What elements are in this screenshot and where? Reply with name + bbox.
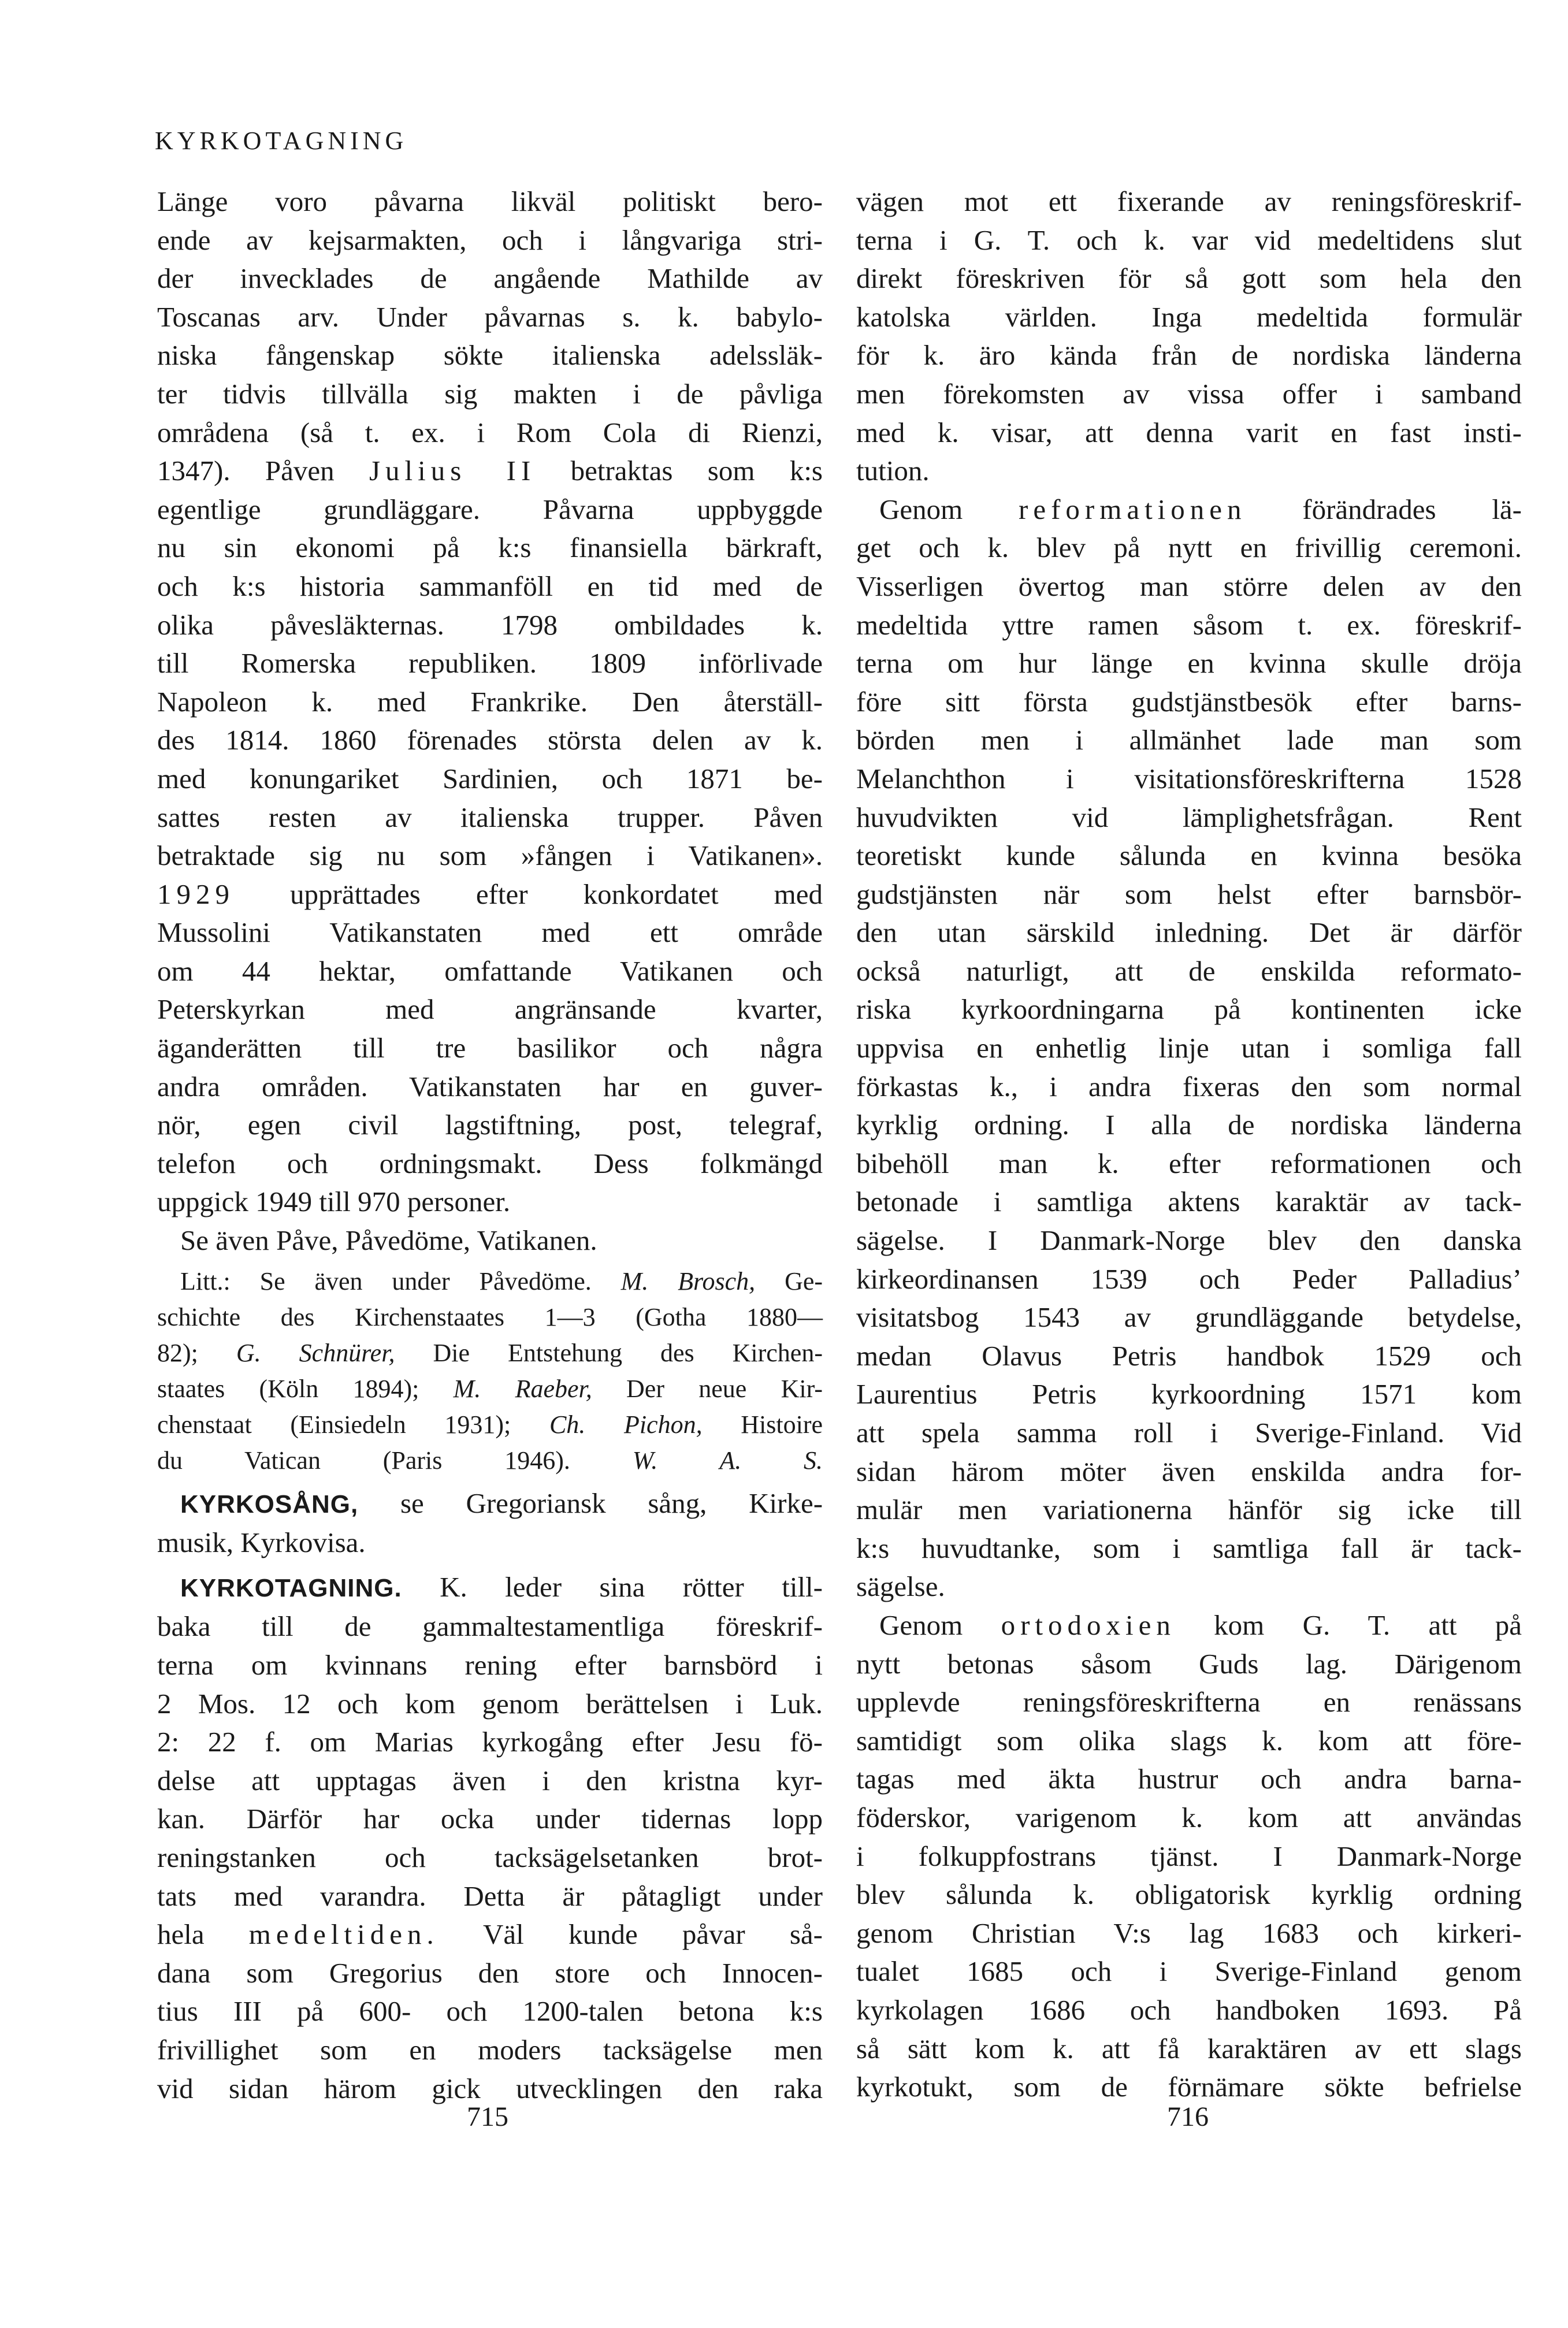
- literature-line: Litt.: Se även under Påvedöme. M. Brosch, Ge-: [180, 1267, 823, 1295]
- text-line: bibehöll man k. efter reformationen och: [856, 1147, 1522, 1179]
- text-line: Melanchthon i visitationsföreskrifterna 1528: [856, 762, 1522, 794]
- text-line: reningstanken och tacksägelsetanken brot-: [157, 1841, 823, 1873]
- text-line: frivillighet som en moders tacksägelse men: [157, 2033, 823, 2066]
- text-line: Genom reformationen förändrades lä-: [879, 493, 1522, 525]
- text-line: med k. visar, att denna varit en fast insti-: [856, 416, 1522, 448]
- text-line: 2 Mos. 12 och kom genom berättelsen i Luk.: [157, 1687, 823, 1720]
- text-line: get och k. blev på nytt en frivillig ceremoni.: [856, 532, 1522, 564]
- text-line: nör, egen civil lagstiftning, post, telegraf,: [157, 1109, 823, 1141]
- text-line: der invecklades de angående Mathilde av: [157, 262, 823, 295]
- headword-kyrkosang: KYRKOSÅNG,: [180, 1490, 359, 1518]
- literature-line: 82); G. Schnürer, Die Entstehung des Kirchen-: [157, 1338, 823, 1367]
- text-line: äganderätten till tre basilikor och några: [157, 1032, 823, 1064]
- see-also-line: Se även Påve, Påvedöme, Vatikanen.: [180, 1224, 597, 1257]
- text-line: nytt betonas såsom Guds lag. Därigenom: [856, 1647, 1522, 1680]
- literature-line: chenstaat (Einsiedeln 1931); Ch. Pichon, Histoire: [157, 1410, 823, 1439]
- text-line: kyrkolagen 1686 och handboken 1693. På: [856, 1993, 1522, 2026]
- text-line: men förekomsten av vissa offer i samband: [856, 377, 1522, 410]
- text-line: tution.: [856, 455, 930, 487]
- text-line: tagas med äkta hustrur och andra barna-: [856, 1763, 1522, 1795]
- text-line: förkastas k., i andra fixeras den som normal: [856, 1070, 1522, 1102]
- text-line: telefon och ordningsmakt. Dess folkmängd: [157, 1147, 823, 1179]
- text-line: i folkuppfostrans tjänst. I Danmark-Norge: [856, 1840, 1522, 1872]
- text-line: den utan särskild inledning. Det är därför: [856, 916, 1522, 949]
- emphasis-medeltiden: medeltiden.: [248, 1918, 439, 1951]
- text-line: mulär men variationerna hänför sig icke till: [856, 1494, 1522, 1526]
- text-line: för k. äro kända från de nordiska länderna: [856, 339, 1522, 372]
- text-line: Laurentius Petris kyrkoordning 1571 kom: [856, 1378, 1522, 1410]
- text-line: des 1814. 1860 förenades största delen av k.: [157, 724, 823, 756]
- literature-block: [157, 1264, 823, 1479]
- text-line: delse att upptagas även i den kristna kyr-: [157, 1764, 823, 1796]
- text-line: Peterskyrkan med angränsande kvarter,: [157, 993, 823, 1026]
- text-line: egentlige grundläggare. Påvarna uppbyggde: [157, 493, 823, 525]
- text-line: terna om kvinnans rening efter barnsbörd i: [157, 1649, 823, 1681]
- text-line: kyrkotukt, som de förnämare sökte befrielse: [856, 2071, 1522, 2103]
- text-line: kan. Därför har ocka under tidernas lopp: [157, 1803, 823, 1835]
- text-line: sägelse. I Danmark-Norge blev den danska: [856, 1224, 1522, 1257]
- text-line: medeltida yttre ramen såsom t. ex. föreskrif-: [856, 608, 1522, 641]
- text-line: tius III på 600- och 1200-talen betona k:s: [157, 1995, 823, 2028]
- emphasis-reformationen: reformationen: [1019, 493, 1247, 525]
- text-line: kyrklig ordning. I alla de nordiska länderna: [856, 1109, 1522, 1141]
- text-line: niska fångenskap sökte italienska adelssläk-: [157, 339, 823, 372]
- text-line: att spela samma roll i Sverige-Finland. Vid: [856, 1417, 1522, 1449]
- text-line: direkt föreskriven för så gott som hela den: [856, 262, 1522, 295]
- text-line: blev sålunda k. obligatorisk kyrklig ordning: [856, 1878, 1522, 1911]
- text-line: KYRKOSÅNG, se Gregoriansk sång, Kirke-: [180, 1487, 823, 1519]
- text-line: 2: 22 f. om Marias kyrkogång efter Jesu fö-: [157, 1726, 823, 1758]
- text-line: till Romerska republiken. 1809 införlivade: [157, 647, 823, 680]
- text-line: vid sidan härom gick utvecklingen den raka: [157, 2072, 823, 2104]
- emphasis-julius: Julius II: [369, 455, 536, 487]
- literature-line: schichte des Kirchenstaates 1—3 (Gotha 1880—: [157, 1302, 823, 1331]
- text-line: Visserligen övertog man större delen av den: [856, 570, 1522, 602]
- text-line: vägen mot ett fixerande av reningsföreskrif-: [856, 185, 1522, 217]
- text-line: baka till de gammaltestamentliga föreskrif-: [157, 1610, 823, 1643]
- text-line: med konungariket Sardinien, och 1871 be-: [157, 762, 823, 794]
- text-line: riska kyrkoordningarna på kontinenten icke: [856, 993, 1522, 1026]
- emphasis-ortodoxien: ortodoxien: [1001, 1609, 1176, 1641]
- text-line: ende av kejsarmakten, och i långvariga stri-: [157, 224, 823, 256]
- text-line: sattes resten av italienska trupper. Påven: [157, 801, 823, 833]
- emphasis-1929: 1929: [157, 878, 235, 910]
- text-line: k:s huvudtanke, som i samtliga fall är tack-: [856, 1532, 1522, 1564]
- text-line: uppvisa en enhetlig linje utan i somliga fall: [856, 1032, 1522, 1064]
- text-line: andra områden. Vatikanstaten har en guver-: [157, 1070, 823, 1102]
- left-column: [157, 183, 823, 2108]
- text-line: medan Olavus Petris handbok 1529 och: [856, 1339, 1522, 1372]
- page-number-left: 715: [467, 2101, 508, 2132]
- text-line: om 44 hektar, omfattande Vatikanen och: [157, 955, 823, 987]
- text-line: musik, Kyrkovisa.: [157, 1527, 366, 1559]
- text-line: Länge voro påvarna likväl politiskt bero-: [157, 185, 823, 217]
- text-line: också naturligt, att de enskilda reformato-: [856, 955, 1522, 987]
- text-line: föderskor, varigenom k. kom att användas: [856, 1801, 1522, 1833]
- page-number-right: 716: [1167, 2101, 1209, 2132]
- text-line: 1347). Påven Julius II betraktas som k:s: [157, 455, 823, 487]
- text-line: börden men i allmänhet lade man som: [856, 724, 1522, 756]
- running-header: KYRKOTAGNING: [155, 127, 408, 155]
- author-signature: W. A. S.: [632, 1446, 823, 1475]
- text-line: uppgick 1949 till 970 personer.: [157, 1186, 511, 1218]
- text-line: så sätt kom k. att få karaktären av ett slags: [856, 2032, 1522, 2065]
- text-line: tualet 1685 och i Sverige-Finland genom: [856, 1955, 1522, 1988]
- entry-kyrkotagning: [157, 1568, 823, 2108]
- text-line: betonade i samtliga aktens karaktär av tack-: [856, 1186, 1522, 1218]
- text-line: olika påvesläkternas. 1798 ombildades k.: [157, 608, 823, 641]
- text-line: 1929 upprättades efter konkordatet med: [157, 878, 823, 910]
- text-line: kirkeordinansen 1539 och Peder Palladius’: [856, 1263, 1522, 1295]
- text-line: före sitt första gudstjänstbesök efter barns-: [856, 685, 1522, 718]
- text-line: Napoleon k. med Frankrike. Den återställ-: [157, 685, 823, 718]
- text-line: huvudvikten vid lämplighetsfrågan. Rent: [856, 801, 1522, 833]
- text-line: tats med varandra. Detta är påtagligt under: [157, 1880, 823, 1912]
- text-line: Genom ortodoxien kom G. T. att på: [879, 1609, 1522, 1641]
- text-line: Toscanas arv. Under påvarnas s. k. babylo-: [157, 300, 823, 333]
- text-line: terna i G. T. och k. var vid medeltidens slut: [856, 224, 1522, 256]
- text-line: visitatsbog 1543 av grundläggande betydelse,: [856, 1301, 1522, 1334]
- right-column: [856, 183, 1522, 2107]
- text-line: gudstjänsten när som helst efter barnsbör-: [856, 878, 1522, 910]
- text-line: katolska världen. Inga medeltida formulär: [856, 300, 1522, 333]
- literature-line: du Vatican (Paris 1946). W. A. S.: [157, 1446, 823, 1475]
- text-line: sägelse.: [856, 1570, 945, 1603]
- text-line: Mussolini Vatikanstaten med ett område: [157, 916, 823, 949]
- text-line: och k:s historia sammanföll en tid med de: [157, 570, 823, 602]
- text-line: sidan härom möter även enskilda andra for-: [856, 1455, 1522, 1487]
- text-line: ter tidvis tillvälla sig makten i de påvliga: [157, 377, 823, 410]
- entry-kyrkosang: [157, 1484, 823, 1562]
- text-line: betraktade sig nu som »fången i Vatikanen».: [157, 840, 823, 872]
- text-line: dana som Gregorius den store och Innocen-: [157, 1956, 823, 1989]
- literature-line: staates (Köln 1894); M. Raeber, Der neue Kir-: [157, 1374, 823, 1403]
- text-line: teoretiskt kunde sålunda en kvinna besöka: [856, 840, 1522, 872]
- text-line: samtidigt som olika slags k. kom att före-: [856, 1724, 1522, 1757]
- text-line: genom Christian V:s lag 1683 och kirkeri-: [856, 1917, 1522, 1949]
- text-line: hela medeltiden. Väl kunde påvar så-: [157, 1918, 823, 1951]
- text-line: terna om hur länge en kvinna skulle dröja: [856, 647, 1522, 680]
- text-line: områdena (så t. ex. i Rom Cola di Rienzi,: [157, 416, 823, 448]
- headword-kyrkotagning: KYRKOTAGNING.: [180, 1573, 402, 1602]
- text-line: KYRKOTAGNING. K. leder sina rötter till-: [180, 1570, 823, 1603]
- text-line: upplevde reningsföreskrifterna en renässans: [856, 1686, 1522, 1718]
- text-line: nu sin ekonomi på k:s finansiella bärkraft,: [157, 532, 823, 564]
